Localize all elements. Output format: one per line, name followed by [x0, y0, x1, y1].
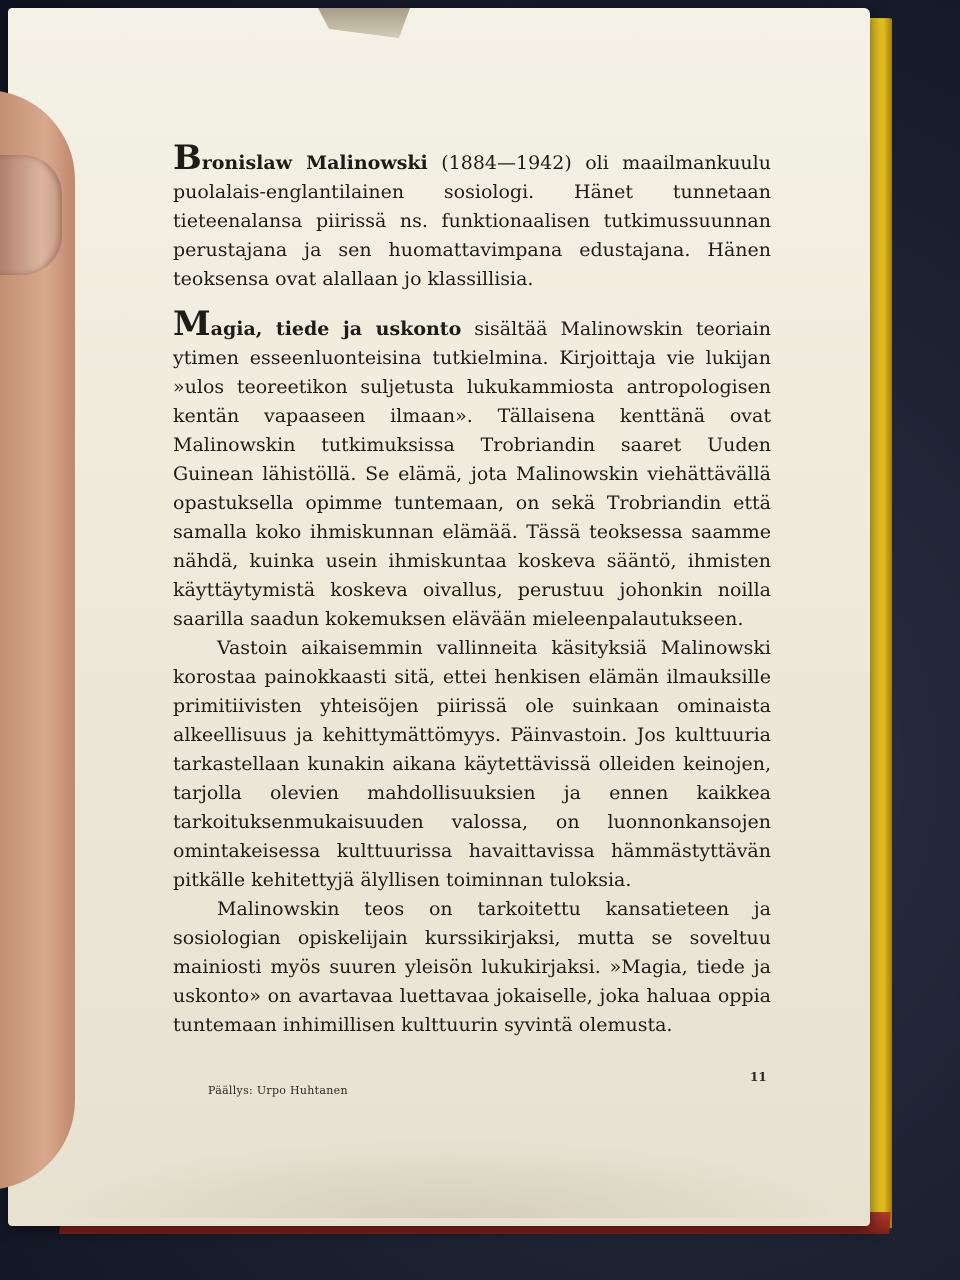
- book-summary-paragraph: [173, 304, 772, 634]
- dropcap-m: M: [173, 304, 211, 344]
- page-number: 11: [750, 1070, 767, 1084]
- book-title: agia, tiede ja uskonto: [210, 318, 462, 340]
- torn-jacket-edge: [318, 8, 410, 38]
- book-summary: sisältää Malinowskin teoriain ytimen esseenluonteisina tutkielmina. Kirjoittaja vie lukijan »ulos teoreetikon suljetusta lukukammiosta antropologisen kentän vapaaseen ilmaan». Tällaisena kenttänä ovat Malinowskin tutkimuksissa Trobriandin saaret Uuden Guinean lähistöllä. Se elämä, jota Malinowskin viehättävällä opastuksella opimme tuntemaan, on sekä Trobriandin että samalla koko ihmiskunnan elämää. Tässä teoksessa saamme nähdä, kuinka usein ihmiskuntaa koskeva sääntö, ihmisten käyttäytymistä koskeva oivallus, perustuu johonkin noilla saarilla saadun kokemuksen elävään mieleenpalautukseen.: [173, 318, 772, 630]
- author-name: ronislaw Malinowski: [201, 152, 428, 174]
- audience-paragraph: Malinowskin teos on tarkoitettu kansatieteen ja sosiologian opiskelijain kurssikirjaksi, mutta se soveltuu mainiosti myös suuren yleisön lukukirjaksi. »Magia, tiede ja uskonto» on avartavaa luettavaa jokaiselle, joka haluaa oppia tuntemaan inhimillisen kulttuurin syvintä olemusta.: [173, 898, 771, 1036]
- dropcap-b: B: [173, 138, 202, 178]
- wear-stain: [48, 1138, 848, 1218]
- cover-designer-credit: Päällys: Urpo Huhtanen: [208, 1084, 348, 1097]
- culture-paragraph: Vastoin aikaisemmin vallinneita käsityksiä Malinowski korostaa painokkaasti sitä, ettei henkisen elämän ilmauksille primitiivisten yhteisöjen piirissä ole suinkaan ominaista alkeellisuus ja kehittymättömyys. Päinvastoin. Jos kulttuuria tarkastellaan kunakin aikana käytettävissä olleiden keinojen, tarjolla olevien mahdollisuuksien ja ennen kaikkea tarkoituksenmukaisuuden valossa, on luonnonkansojen omintakeisessa kulttuurissa havaittavissa hämmästyttävän pitkälle kehitettyjä älyllisen toiminnan tuloksia.: [173, 637, 771, 891]
- thumb-nail: [0, 155, 62, 275]
- author-description: (1884—1942) oli maailmankuulu puolalais-englantilainen sosiologi. Hänet tunnetaan tieteenalansa piirissä ns. funktionaalisen tutkimussuunnan perustajana ja sen huomattavimpana edustajana. Hänen teoksensa ovat alallaan jo klassillisia.: [173, 152, 771, 290]
- book-back-cover: [8, 8, 870, 1226]
- blurb-text: [173, 138, 772, 1040]
- author-paragraph: [173, 138, 771, 294]
